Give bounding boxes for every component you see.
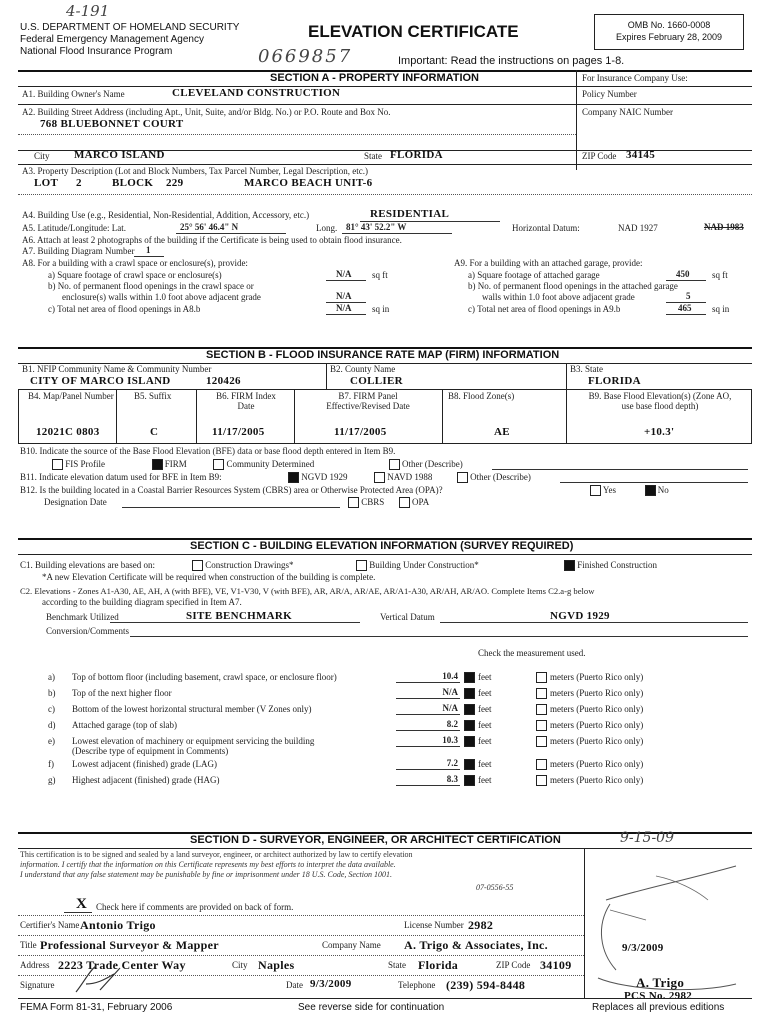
lot-value[interactable]: 2	[76, 177, 82, 189]
elevation-row-label: Top of bottom floor (including basement, crawl space, or enclosure floor)	[72, 672, 337, 682]
a9b-label-2: walls within 1.0 foot above adjacent grade	[482, 292, 635, 302]
block-value[interactable]: 229	[166, 177, 184, 189]
elevation-value[interactable]: 8.3	[446, 774, 458, 784]
elevation-row-id: f)	[48, 759, 54, 769]
community-determined-label: Community Determined	[226, 459, 315, 469]
ngvd-checkbox[interactable]	[288, 472, 299, 483]
d-city-label: City	[232, 960, 248, 970]
handwritten-note: 4-191	[66, 2, 110, 20]
a4-label: A4. Building Use (e.g., Residential, Non-Residential, Addition, Accessory, etc.)	[22, 210, 310, 220]
map-panel-number[interactable]: 12021C 0803	[36, 426, 100, 438]
cbrs-yes-label: Yes	[602, 485, 617, 495]
c1-opt-finished	[564, 560, 657, 571]
suffix-value[interactable]: C	[150, 426, 159, 438]
lot-label: LOT	[34, 177, 59, 189]
elevation-value-underline	[396, 714, 460, 715]
b7-label	[300, 391, 436, 411]
navd-checkbox[interactable]	[374, 472, 385, 483]
b8-label: B8. Flood Zone(s)	[448, 391, 515, 401]
elevation-value-underline	[396, 698, 460, 699]
check-measurement-label: Check the measurement used.	[478, 648, 586, 658]
construction-drawings-label: Construction Drawings*	[205, 560, 294, 570]
b11-label: B11. Indicate elevation datum used for BFE in Item B9:	[20, 472, 222, 482]
firm-index-date[interactable]: 11/17/2005	[212, 426, 265, 438]
a9c-value[interactable]: 465	[678, 303, 692, 313]
b10-options	[52, 459, 463, 470]
b9-label-2: use base flood depth)	[621, 401, 699, 411]
elevation-value[interactable]: N/A	[442, 703, 458, 713]
state-value[interactable]: FLORIDA	[390, 149, 443, 161]
long-label: Long.	[316, 223, 338, 233]
elevation-value-underline	[396, 769, 460, 770]
elevation-row-label: Top of the next higher floor	[72, 688, 172, 698]
elevation-row-id: e)	[48, 736, 55, 746]
meters-label: meters (Puerto Rico only)	[550, 704, 644, 714]
a9b-label-1: b) No. of permanent flood openings in the attached garage	[468, 281, 678, 291]
agency-block	[20, 22, 239, 58]
fis-profile-label: FIS Profile	[65, 459, 106, 469]
b10-label: B10. Indicate the source of the Base Flood Elevation (BFE) data or base flood depth entered in Item B9.	[20, 446, 396, 456]
street-address[interactable]: 768 BLUEBONNET COURT	[40, 118, 184, 130]
elevation-row-label-2: (Describe type of equipment in Comments)	[72, 746, 229, 756]
comments-check-label: Check here if comments are provided on back of form.	[96, 902, 294, 912]
company-name[interactable]: A. Trigo & Associates, Inc.	[404, 938, 548, 952]
city-label: City	[34, 151, 50, 161]
feet-checkbox[interactable]	[464, 775, 475, 786]
a8a-label: a) Square footage of crawl space or enclosure(s)	[48, 270, 222, 280]
zip-label: ZIP Code	[582, 151, 617, 161]
a7-label: A7. Building Diagram Number	[22, 246, 135, 256]
b12-cbrs-opa	[348, 497, 429, 508]
b3-label: B3. State	[570, 364, 603, 374]
b11-other-checkbox[interactable]	[457, 472, 468, 483]
a8a-unit: sq ft	[372, 270, 388, 280]
certifier-city[interactable]: Naples	[258, 958, 295, 972]
elevation-row-id: g)	[48, 775, 56, 785]
certifier-address[interactable]: 2223 Trade Center Way	[58, 958, 186, 972]
agency-line-2: Federal Emergency Management Agency	[20, 34, 204, 45]
a8c-value[interactable]: N/A	[336, 303, 352, 313]
b7-label-1: B7. FIRM Panel	[338, 391, 398, 401]
feet-checkbox[interactable]	[464, 720, 475, 731]
telephone-value[interactable]: (239) 594-8448	[446, 978, 526, 992]
community-number[interactable]: 120426	[206, 375, 241, 387]
feet-label: feet	[478, 688, 492, 698]
c1-label: C1. Building elevations are based on:	[20, 560, 155, 570]
feet-checkbox[interactable]	[464, 759, 475, 770]
conversion-label: Conversion/Comments	[46, 626, 129, 636]
a6-label: A6. Attach at least 2 photographs of the building if the Certificate is being used to obtain flood insurance.	[22, 235, 402, 245]
feet-checkbox[interactable]	[464, 704, 475, 715]
feet-label: feet	[478, 704, 492, 714]
elevation-row-label: Attached garage (top of slab)	[72, 720, 177, 730]
feet-label: feet	[478, 775, 492, 785]
meters-checkbox[interactable]	[536, 775, 547, 786]
seal-date: 9/3/2009	[622, 942, 664, 954]
form-number: FEMA Form 81-31, February 2006	[20, 1002, 173, 1013]
d-zip-label: ZIP Code	[496, 960, 531, 970]
b11-options	[288, 472, 531, 483]
seal-number: PCS No. 2982	[624, 990, 693, 1002]
a5-label: A5. Latitude/Longitude: Lat.	[22, 223, 126, 233]
b6-label-2: Date	[237, 401, 255, 411]
b10-other-checkbox[interactable]	[389, 459, 400, 470]
certification-date[interactable]: 9/3/2009	[310, 978, 352, 990]
form-title: ELEVATION CERTIFICATE	[308, 22, 519, 41]
elevation-row-id: b)	[48, 688, 56, 698]
feet-label: feet	[478, 720, 492, 730]
benchmark-value[interactable]: SITE BENCHMARK	[186, 610, 292, 622]
feet-checkbox[interactable]	[464, 736, 475, 747]
feet-checkbox[interactable]	[464, 688, 475, 699]
important-note: Important: Read the instructions on pages 1-8.	[398, 55, 625, 67]
date-label: Date	[286, 980, 303, 990]
cbrs-no-checkbox[interactable]	[645, 485, 656, 496]
elevation-value-underline	[396, 746, 460, 747]
license-number[interactable]: 2982	[468, 918, 494, 932]
elevation-row-label: Lowest elevation of machinery or equipment servicing the building	[72, 736, 315, 746]
b7-label-2: Effective/Revised Date	[326, 401, 410, 411]
telephone-label: Telephone	[398, 980, 436, 990]
designation-date-label: Designation Date	[44, 497, 107, 507]
opa-checkbox[interactable]	[399, 497, 410, 508]
a9c-unit: sq in	[712, 304, 730, 314]
latitude-value[interactable]: 25° 56' 46.4" N	[180, 222, 239, 232]
elevation-value[interactable]: 10.3	[442, 735, 458, 745]
license-label: License Number	[404, 920, 464, 930]
a9a-value[interactable]: 450	[676, 269, 690, 279]
owner-name[interactable]: CLEVELAND CONSTRUCTION	[172, 87, 341, 99]
omb-expires: Expires February 28, 2009	[615, 32, 723, 42]
community-determined-checkbox[interactable]	[213, 459, 224, 470]
b5-label: B5. Suffix	[134, 391, 172, 401]
cbrs-checkbox[interactable]	[348, 497, 359, 508]
agency-line-3: National Flood Insurance Program	[20, 46, 173, 57]
b10-other-label: Other (Describe)	[402, 459, 463, 469]
elevation-value[interactable]: 10.4	[442, 671, 458, 681]
elevation-value-underline	[396, 730, 460, 731]
county-name[interactable]: COLLIER	[350, 375, 403, 387]
certifier-name[interactable]: Antonio Trigo	[80, 918, 156, 932]
b2-label: B2. County Name	[330, 364, 396, 374]
feet-label: feet	[478, 672, 492, 682]
cert-text-3: I understand that any false statement may be punishable by fine or imprisonment under 18 U.S. Code, Section 1001.	[20, 870, 392, 879]
b9-label-1: B9. Base Flood Elevation(s) (Zone AO,	[588, 391, 732, 401]
certifier-zip[interactable]: 34109	[540, 958, 572, 972]
section-b-heading: SECTION B - FLOOD INSURANCE RATE MAP (FIRM) INFORMATION	[206, 349, 560, 361]
insurance-use-label: For Insurance Company Use:	[582, 73, 688, 83]
a8b-label-2: enclosure(s) walls within 1.0 foot above adjacent grade	[62, 292, 261, 302]
benchmark-label: Benchmark Utilized	[46, 612, 119, 622]
vertical-datum-label: Vertical Datum	[380, 612, 435, 622]
cbrs-yes-checkbox[interactable]	[590, 485, 601, 496]
firm-checkbox[interactable]	[152, 459, 163, 470]
b4-label: B4. Map/Panel Number	[28, 391, 114, 401]
meters-label: meters (Puerto Rico only)	[550, 688, 644, 698]
company-label: Company Name	[322, 940, 381, 950]
diagram-number[interactable]: 1	[146, 245, 151, 255]
meters-label: meters (Puerto Rico only)	[550, 736, 644, 746]
elevation-row-id: d)	[48, 720, 56, 730]
elevation-value-underline	[396, 785, 460, 786]
ngvd-label: NGVD 1929	[301, 472, 348, 482]
meters-label: meters (Puerto Rico only)	[550, 720, 644, 730]
meters-label: meters (Puerto Rico only)	[550, 759, 644, 769]
flood-zone[interactable]: AE	[494, 426, 510, 438]
meters-checkbox[interactable]	[536, 672, 547, 683]
c2-label-2: according to the building diagram specified in Item A7.	[42, 597, 242, 607]
elevation-value-underline	[396, 682, 460, 683]
certifier-title[interactable]: Professional Surveyor & Mapper	[40, 938, 219, 952]
elevation-row-label: Bottom of the lowest horizontal structural member (V Zones only)	[72, 704, 312, 714]
cbrs-no-label: No	[657, 485, 669, 495]
b12-yes-no	[590, 485, 669, 496]
c2-label-1: C2. Elevations - Zones A1-A30, AE, AH, A (with BFE), VE, V1-V30, V (with BFE), AR, AR/A, AR/AE, AR/A1-A30, AR/AH, AR/AO. Complete Items C2.a-g below	[20, 586, 595, 596]
city-value[interactable]: MARCO ISLAND	[74, 149, 165, 161]
vertical-datum-value[interactable]: NGVD 1929	[550, 610, 610, 622]
handwritten-number: 0669857	[258, 46, 353, 67]
c1-opt-drawings	[192, 560, 294, 571]
address-label: Address	[20, 960, 50, 970]
cbrs-label: CBRS	[361, 497, 385, 507]
title-label: Title	[20, 940, 37, 950]
naic-label: Company NAIC Number	[582, 107, 673, 117]
block-label: BLOCK	[112, 177, 154, 189]
b9-label	[572, 391, 748, 411]
meters-checkbox[interactable]	[536, 720, 547, 731]
replaces-note: Replaces all previous editions	[592, 1002, 725, 1013]
handwritten-date: 9-15-09	[620, 830, 674, 846]
section-a-heading: SECTION A - PROPERTY INFORMATION	[270, 72, 480, 84]
feet-label: feet	[478, 736, 492, 746]
elevation-row-id: c)	[48, 704, 55, 714]
agency-line-1: U.S. DEPARTMENT OF HOMELAND SECURITY	[20, 22, 240, 33]
meters-label: meters (Puerto Rico only)	[550, 775, 644, 785]
meters-checkbox[interactable]	[536, 759, 547, 770]
meters-label: meters (Puerto Rico only)	[550, 672, 644, 682]
seal-name: A. Trigo	[636, 975, 685, 990]
b11-other-label: Other (Describe)	[470, 472, 531, 482]
longitude-value[interactable]: 81° 43' 52.2" W	[346, 222, 407, 232]
building-use-value[interactable]: RESIDENTIAL	[370, 208, 450, 220]
elevation-row-label: Highest adjacent (finished) grade (HAG)	[72, 775, 220, 785]
finished-construction-label: Finished Construction	[577, 560, 658, 570]
a8-label: A8. For a building with a crawl space or enclosure(s), provide:	[22, 258, 248, 268]
zip-value[interactable]: 34145	[626, 149, 655, 161]
comments-check-mark[interactable]: X	[76, 896, 87, 912]
c1-note: *A new Elevation Certificate will be required when construction of the building is complete.	[42, 572, 376, 582]
firm-panel-date[interactable]: 11/17/2005	[334, 426, 387, 438]
fis-profile-checkbox[interactable]	[52, 459, 63, 470]
cert-text-1: This certification is to be signed and sealed by a land surveyor, engineer, or architect authorized by law to certify elevation	[20, 850, 413, 859]
datum-alt-value: NAD 1983	[704, 222, 744, 232]
feet-label: feet	[478, 759, 492, 769]
datum-value[interactable]: NAD 1927	[618, 223, 658, 233]
a2-label: A2. Building Street Address (including Apt., Unit, Suite, and/or Bldg. No.) or P.O. Route and Box No.	[22, 107, 391, 117]
elevation-value[interactable]: 8.2	[446, 719, 458, 729]
under-construction-checkbox[interactable]	[356, 560, 367, 571]
meters-checkbox[interactable]	[536, 688, 547, 699]
a9c-label: c) Total net area of flood openings in A9.b	[468, 304, 621, 314]
a1-label: A1. Building Owner's Name	[22, 89, 125, 99]
a3-label: A3. Property Description (Lot and Block Numbers, Tax Parcel Number, Legal Description, etc.)	[22, 166, 368, 176]
feet-checkbox[interactable]	[464, 672, 475, 683]
construction-drawings-checkbox[interactable]	[192, 560, 203, 571]
certifier-state[interactable]: Florida	[418, 958, 459, 972]
policy-number-label: Policy Number	[582, 89, 637, 99]
subdivision-value[interactable]: MARCO BEACH UNIT-6	[244, 177, 373, 189]
b1-label: B1. NFIP Community Name & Community Number	[22, 364, 212, 374]
a9a-label: a) Square footage of attached garage	[468, 270, 600, 280]
community-name[interactable]: CITY OF MARCO ISLAND	[30, 375, 171, 387]
certifier-name-label: Certifier's Name	[20, 920, 80, 930]
a9-label: A9. For a building with an attached garage, provide:	[454, 258, 643, 268]
b12-label: B12. Is the building located in a Coastal Barrier Resources System (CBRS) area or Otherwise Protected Area (OPA)?	[20, 485, 443, 495]
c1-opt-under-construction	[356, 560, 479, 571]
omb-box	[594, 14, 744, 50]
under-construction-label: Building Under Construction*	[369, 560, 479, 570]
base-flood-elevation[interactable]: +10.3'	[644, 426, 675, 438]
signature-label: Signature	[20, 980, 55, 990]
b6-label-1: B6. FIRM Index	[216, 391, 276, 401]
firm-label: FIRM	[164, 459, 187, 469]
stamp-reference: 07-0556-55	[476, 883, 514, 892]
meters-checkbox[interactable]	[536, 704, 547, 715]
opa-label: OPA	[412, 497, 430, 507]
meters-checkbox[interactable]	[536, 736, 547, 747]
elevation-value[interactable]: N/A	[442, 687, 458, 697]
continuation-note: See reverse side for continuation	[298, 1002, 445, 1013]
omb-number: OMB No. 1660-0008	[627, 20, 711, 30]
cert-text-2: information. I certify that the information on this Certificate represents my best efforts to interpret the data available.	[20, 860, 396, 869]
a8c-unit: sq in	[372, 304, 390, 314]
signature-mark[interactable]	[70, 962, 130, 996]
finished-construction-checkbox[interactable]	[564, 560, 575, 571]
datum-label: Horizontal Datum:	[512, 223, 580, 233]
section-d-heading: SECTION D - SURVEYOR, ENGINEER, OR ARCHITECT CERTIFICATION	[190, 834, 561, 846]
navd-label: NAVD 1988	[387, 472, 433, 482]
a9b-value[interactable]: 5	[686, 291, 691, 301]
a8a-value[interactable]: N/A	[336, 269, 352, 279]
a9a-unit: sq ft	[712, 270, 728, 280]
state-label: State	[364, 151, 382, 161]
b6-label	[206, 391, 286, 411]
a8b-label-1: b) No. of permanent flood openings in the crawl space or	[48, 281, 254, 291]
b-state-value[interactable]: FLORIDA	[588, 375, 641, 387]
a8b-value[interactable]: N/A	[336, 291, 352, 301]
elevation-value[interactable]: 7.2	[446, 758, 458, 768]
a8c-label: c) Total net area of flood openings in A8.b	[48, 304, 201, 314]
elevation-row-label: Lowest adjacent (finished) grade (LAG)	[72, 759, 217, 769]
d-state-label: State	[388, 960, 406, 970]
elevation-row-id: a)	[48, 672, 55, 682]
section-c-heading: SECTION C - BUILDING ELEVATION INFORMATION (SURVEY REQUIRED)	[190, 540, 574, 552]
